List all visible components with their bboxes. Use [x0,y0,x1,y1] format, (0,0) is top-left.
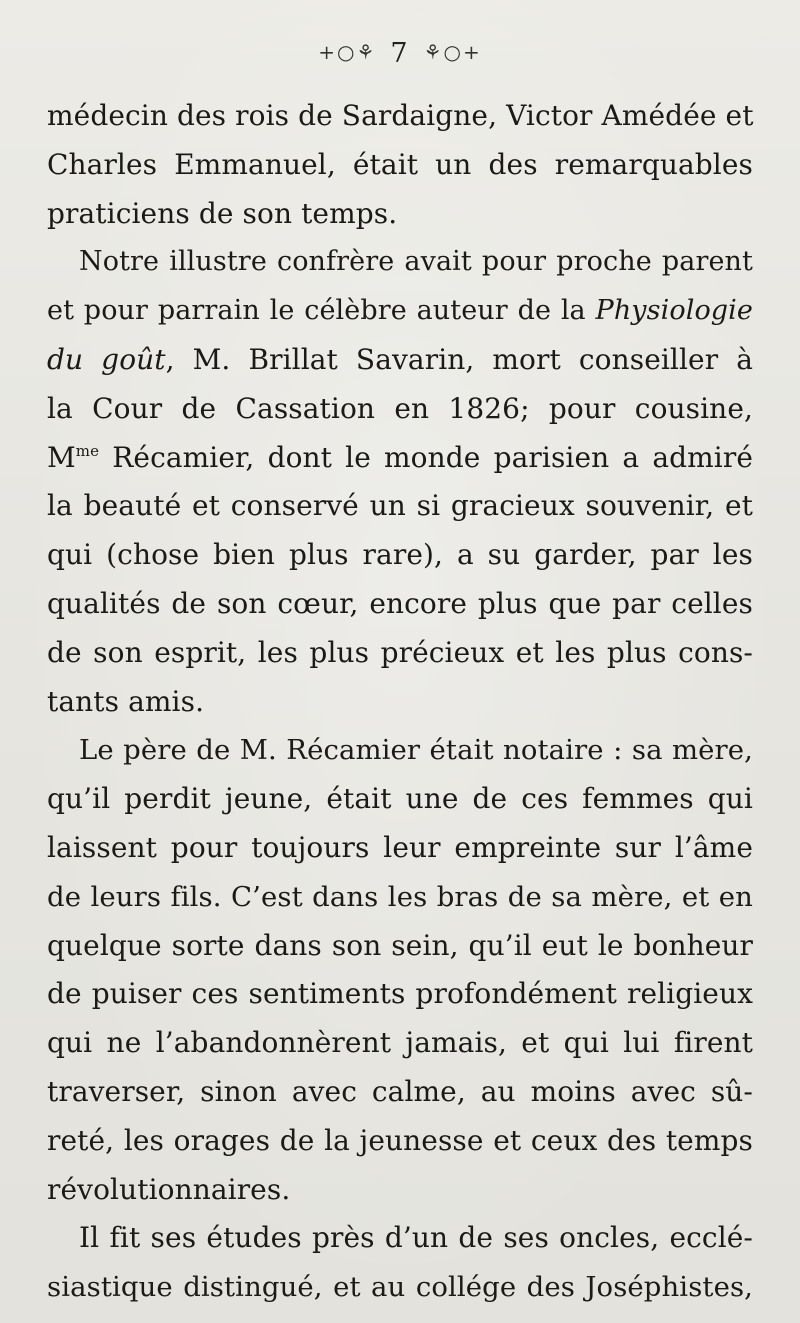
paragraph-start-line: Il fit ses études près d’un de ses oncles, ecclé- [79,1221,753,1255]
text-line: de leurs fils. C’est dans les bras de sa mère, et en [47,880,753,913]
text-line: qualités de son cœur, encore plus que par celles [47,586,753,620]
text-line [47,336,753,385]
right-ornament: ⚘○+ [423,40,482,64]
page-header [0,32,800,74]
text-line: siastique distingué, et au collége des Joséphistes, [47,1271,753,1304]
line-segment: , M. Brillat Savarin, mort conseiller à [165,342,753,376]
text-line: la Cour de Cassation en 1826; pour cousine, [47,391,753,425]
text-line: de son esprit, les plus précieux et les plus cons- [47,635,753,669]
text-line: révolutionnaires. [47,1172,291,1206]
text-line: traverser, sinon avec calme, au moins avec sû- [47,1074,753,1108]
text-line: Charles Emmanuel, était un des remarquables [47,147,753,181]
text-line: qui (chose bien plus rare), a su garder, par les [47,538,753,572]
text-line: qu’il perdit jeune, était une de ces femmes qui [47,782,753,816]
text-line: praticiens de son temps. [47,196,398,230]
paragraph-start-line: Le père de M. Récamier était notaire : sa mère, [79,734,753,767]
left-ornament: +○⚘ [318,40,377,64]
text-line [47,287,753,336]
superscript: me [75,441,100,460]
page-number: 7 [390,38,410,69]
text-line: la beauté et conservé un si gracieux souvenir, et [47,489,753,523]
text-line: quelque sorte dans son sein, qu’il eut le bonheur [47,928,753,962]
text-line: tants amis. [47,684,205,718]
book-title-italic: Physiologie [595,295,753,327]
text-line: reté, les orages de la jeunesse et ceux des temps [47,1123,753,1157]
text-line: médecin des rois de Sardaigne, Victor Amédée et [47,99,754,132]
line-segment: et pour parrain le célèbre auteur de la [47,295,596,327]
body-text [47,92,753,1312]
text-line [47,434,753,483]
text-line: qui ne l’abandonnèrent jamais, et qui lui firent [47,1026,753,1060]
paragraph-start-line: Notre illustre confrère avait pour proche parent [79,246,753,278]
book-title-italic: du goût [47,342,166,376]
line-segment: M [47,440,76,474]
text-line: de puiser ces sentiments profondément religieux [47,977,753,1011]
text-line: laissent pour toujours leur empreinte sur l’âme [47,830,753,864]
line-segment: Récamier, dont le monde parisien a admiré [99,440,753,474]
